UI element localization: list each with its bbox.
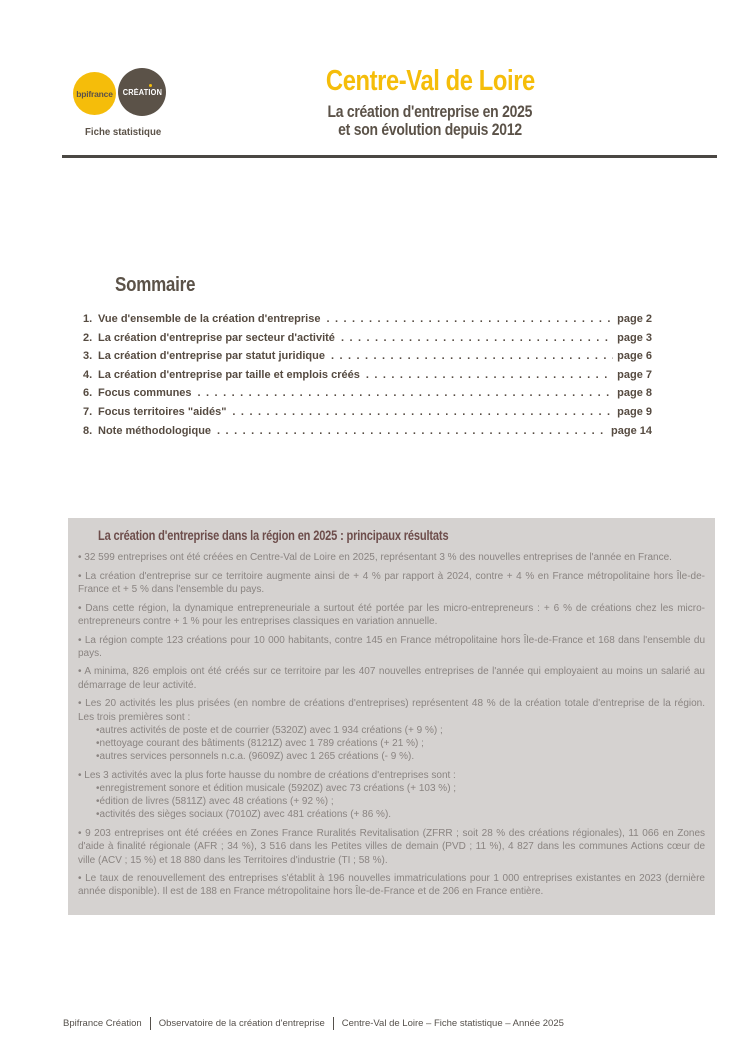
logo-tagline: Fiche statistique: [85, 126, 162, 138]
header-divider: [62, 155, 717, 158]
page-footer: [63, 1017, 564, 1030]
toc-entry-label: Focus communes: [98, 387, 192, 400]
toc-entry-label: Focus territoires "aidés": [98, 405, 227, 418]
result-paragraph: [78, 602, 705, 628]
result-subitem: • édition de livres (5811Z) avec 48 créations (+ 92 %) ;: [96, 795, 705, 808]
result-paragraph: [78, 872, 705, 898]
bpifrance-logo-text: bpifrance: [76, 88, 113, 99]
result-sublist: [96, 782, 705, 822]
result-paragraph: [78, 769, 705, 822]
toc-entry[interactable]: [83, 403, 652, 422]
toc-entry[interactable]: [83, 422, 652, 441]
toc-entry-page: page 7: [617, 368, 652, 381]
toc-entry-page: page 8: [617, 387, 652, 400]
toc-entry-page: page 9: [617, 405, 652, 418]
toc-dot-leader: [328, 347, 613, 366]
toc-entry-number: 2.: [83, 331, 93, 344]
result-paragraph: [78, 697, 705, 763]
document-subtitle-line-1: La création d'entreprise en 2025: [327, 102, 533, 121]
toc-entry[interactable]: [83, 366, 652, 385]
bpifrance-creation-logo: [73, 64, 213, 144]
result-paragraph-text: • A minima, 826 emplois ont été créés sur ce territoire par les 407 nouvelles entreprises de l'année qui employaient au moins un salarié au démarrage de leur activité.: [78, 665, 705, 691]
toc-entry-page: page 14: [611, 424, 652, 437]
result-subitem: • activités des sièges sociaux (7010Z) avec 481 créations (+ 86 %).: [96, 808, 705, 821]
toc-entry-number: 7.: [83, 405, 93, 418]
creation-logo-circle: [118, 68, 166, 116]
result-paragraph-text: • 32 599 entreprises ont été créées en Centre-Val de Loire en 2025, représentant 3 % des nouvelles entreprises de l'année en France.: [78, 551, 705, 564]
toc-entry-number: 1.: [83, 313, 93, 325]
result-paragraph-text: • 9 203 entreprises ont été créées en Zones France Ruralités Revitalisation (ZFRR ; soit 28 % des créations régionales), 11 066 en Zones d'aide à finalité régionale (AFR ; 34 %), 3 516 dans les Petites villes de demain (PVD ; 11 %), 4 827 dans les communes Actions cœur de ville (ACV ; 15 %) et 18 880 dans les Territoires d'industrie (TI ; 58 %).: [78, 827, 705, 867]
toc-entry-label: Vue d'ensemble de la création d'entreprise: [98, 313, 321, 325]
key-results-box: [68, 518, 715, 915]
footer-source: Observatoire de la création d'entreprise: [158, 1018, 325, 1029]
toc-entry[interactable]: [83, 384, 652, 403]
toc-entry-number: 8.: [83, 424, 93, 437]
result-paragraph-text: • La région compte 123 créations pour 10 000 habitants, contre 145 en France métropolitaine hors Île-de-France et 168 dans l'ensemble du pays.: [78, 634, 705, 660]
toc-entry-page: page 3: [617, 331, 652, 344]
document-title-block: [255, 66, 605, 139]
toc-entry[interactable]: [83, 310, 652, 329]
bpifrance-logo-circle: [73, 72, 116, 115]
toc-entry-label: La création d'entreprise par secteur d'activité: [98, 331, 335, 344]
toc-entry-page: page 2: [617, 313, 652, 325]
toc-entry-label: La création d'entreprise par taille et emplois créés: [98, 368, 360, 381]
region-title-text: Centre-Val de Loire: [325, 65, 535, 97]
result-paragraph-text: • Dans cette région, la dynamique entrepreneuriale a surtout été portée par les micro-entrepreneurs : + 6 % de créations chez les micro-entrepreneurs contre + 1 % pour les entreprises classiques en variation annuelle.: [78, 602, 705, 628]
toc-list: [83, 310, 652, 440]
result-paragraph: [78, 570, 705, 596]
region-title: [255, 66, 605, 97]
toc-dot-leader: [338, 329, 613, 348]
result-paragraph: [78, 634, 705, 660]
result-paragraph: [78, 665, 705, 691]
toc-entry[interactable]: [83, 347, 652, 366]
result-paragraph: [78, 551, 705, 564]
result-subitem: • enregistrement sonore et édition musicale (5920Z) avec 73 créations (+ 103 %) ;: [96, 782, 705, 795]
toc-entry-label: La création d'entreprise par statut juridique: [98, 350, 325, 363]
result-paragraph-text: • Les 3 activités avec la plus forte hausse du nombre de créations d'entreprises sont :: [78, 769, 705, 782]
toc-entry-number: 6.: [83, 387, 93, 400]
result-paragraph-text: • Les 20 activités les plus prisées (en nombre de créations d'entreprises) représentent 48 % de la création totale d'entreprise de la région. Les trois premières sont :: [78, 697, 705, 723]
toc-dot-leader: [363, 366, 613, 385]
toc-entry[interactable]: [83, 329, 652, 348]
toc-heading: Sommaire: [115, 274, 196, 296]
document-subtitle-line-2: et son évolution depuis 2012: [338, 120, 522, 139]
footer-divider: [150, 1017, 151, 1030]
footer-brand: Bpifrance Création: [63, 1018, 142, 1029]
result-subitem: • nettoyage courant des bâtiments (8121Z) avec 1 789 créations (+ 21 %) ;: [96, 737, 705, 750]
result-paragraph-text: • Le taux de renouvellement des entreprises s'établit à 196 nouvelles immatriculations pour 1 000 entreprises existantes en 2023 (dernière année disponible). Il est de 188 en France métropolitaine hors Île-de-France et de 206 en France entière.: [78, 872, 705, 898]
results-box-body: [78, 551, 705, 899]
results-box-title: La création d'entreprise dans la région en 2025 : principaux résultats: [98, 528, 449, 543]
creation-logo-text: CRÉATION: [122, 87, 162, 97]
result-paragraph-text: • La création d'entreprise sur ce territoire augmente ainsi de + 4 % par rapport à 2024, contre + 4 % en France métropolitaine hors Île-de-France et + 5 % dans l'ensemble du pays.: [78, 570, 705, 596]
result-subitem: • autres services personnels n.c.a. (9609Z) avec 1 265 créations (- 9 %).: [96, 750, 705, 763]
toc-entry-number: 4.: [83, 368, 93, 381]
footer-edition: Centre-Val de Loire – Fiche statistique – Année 2025: [341, 1018, 564, 1029]
creation-i-dot: [149, 84, 152, 87]
toc-entry-label: Note méthodologique: [98, 424, 212, 437]
result-sublist: [96, 724, 705, 764]
toc-dot-leader: [195, 384, 614, 403]
toc-dot-leader: [229, 403, 613, 422]
toc-entry-page: page 6: [617, 350, 652, 363]
toc-dot-leader: [323, 310, 613, 329]
result-paragraph: [78, 827, 705, 867]
table-of-contents: [83, 274, 652, 440]
footer-divider: [333, 1017, 334, 1030]
toc-entry-number: 3.: [83, 350, 93, 363]
toc-dot-leader: [214, 422, 607, 441]
result-subitem: • autres activités de poste et de courrier (5320Z) avec 1 934 créations (+ 9 %) ;: [96, 724, 705, 737]
